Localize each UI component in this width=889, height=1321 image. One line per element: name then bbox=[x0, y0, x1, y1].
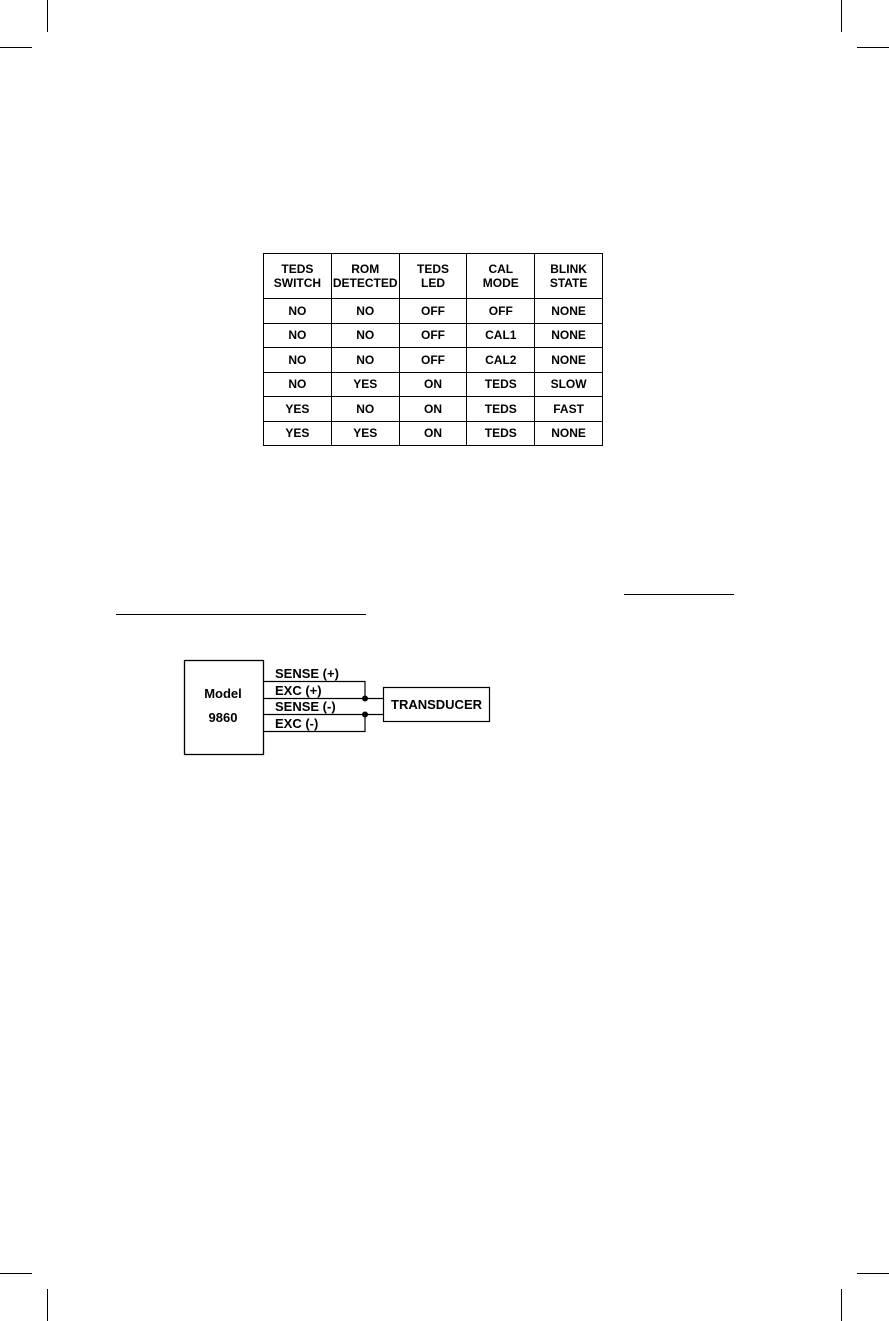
transducer-label: TRANSDUCER bbox=[391, 697, 482, 712]
table-cell: ON bbox=[399, 397, 467, 422]
table-cell: TEDS bbox=[467, 421, 535, 446]
table-cell: NONE bbox=[535, 421, 603, 446]
model-number-label: 9860 bbox=[208, 710, 238, 725]
table-cell: NO bbox=[264, 299, 332, 324]
table-cell: NO bbox=[264, 348, 332, 373]
table-cell: OFF bbox=[467, 299, 535, 324]
header-teds-led: TEDS LED bbox=[399, 254, 467, 299]
wire-label-exc-plus: EXC (+) bbox=[275, 683, 322, 698]
table-cell: NO bbox=[331, 348, 399, 373]
table-cell: NONE bbox=[535, 299, 603, 324]
header-teds-switch: TEDS SWITCH bbox=[264, 254, 332, 299]
table-cell: YES bbox=[264, 397, 332, 422]
table-cell: NONE bbox=[535, 323, 603, 348]
table-cell: SLOW bbox=[535, 372, 603, 397]
table-cell: YES bbox=[331, 421, 399, 446]
table-cell: NO bbox=[331, 323, 399, 348]
table-cell: NONE bbox=[535, 348, 603, 373]
wire-label-sense-minus: SENSE (-) bbox=[275, 699, 336, 714]
table-cell: NO bbox=[331, 299, 399, 324]
table-cell: NO bbox=[331, 397, 399, 422]
header-rom-detected: ROM DETECTED bbox=[331, 254, 399, 299]
table-cell: CAL1 bbox=[467, 323, 535, 348]
model-9860-box bbox=[185, 661, 264, 755]
table-cell: NO bbox=[264, 372, 332, 397]
table-cell: TEDS bbox=[467, 397, 535, 422]
table-cell: NO bbox=[264, 323, 332, 348]
wire-label-sense-plus: SENSE (+) bbox=[275, 666, 339, 681]
table-cell: TEDS bbox=[467, 372, 535, 397]
table-cell: OFF bbox=[399, 348, 467, 373]
table-cell: ON bbox=[399, 421, 467, 446]
header-blink-state: BLINK STATE bbox=[535, 254, 603, 299]
wire-label-exc-minus: EXC (-) bbox=[275, 716, 319, 731]
header-cal-mode: CAL MODE bbox=[467, 254, 535, 299]
table-cell: YES bbox=[264, 421, 332, 446]
model-label: Model bbox=[204, 686, 242, 701]
table-cell: FAST bbox=[535, 397, 603, 422]
table-cell: YES bbox=[331, 372, 399, 397]
table-cell: OFF bbox=[399, 323, 467, 348]
table-cell: CAL2 bbox=[467, 348, 535, 373]
table-cell: OFF bbox=[399, 299, 467, 324]
table-cell: ON bbox=[399, 372, 467, 397]
